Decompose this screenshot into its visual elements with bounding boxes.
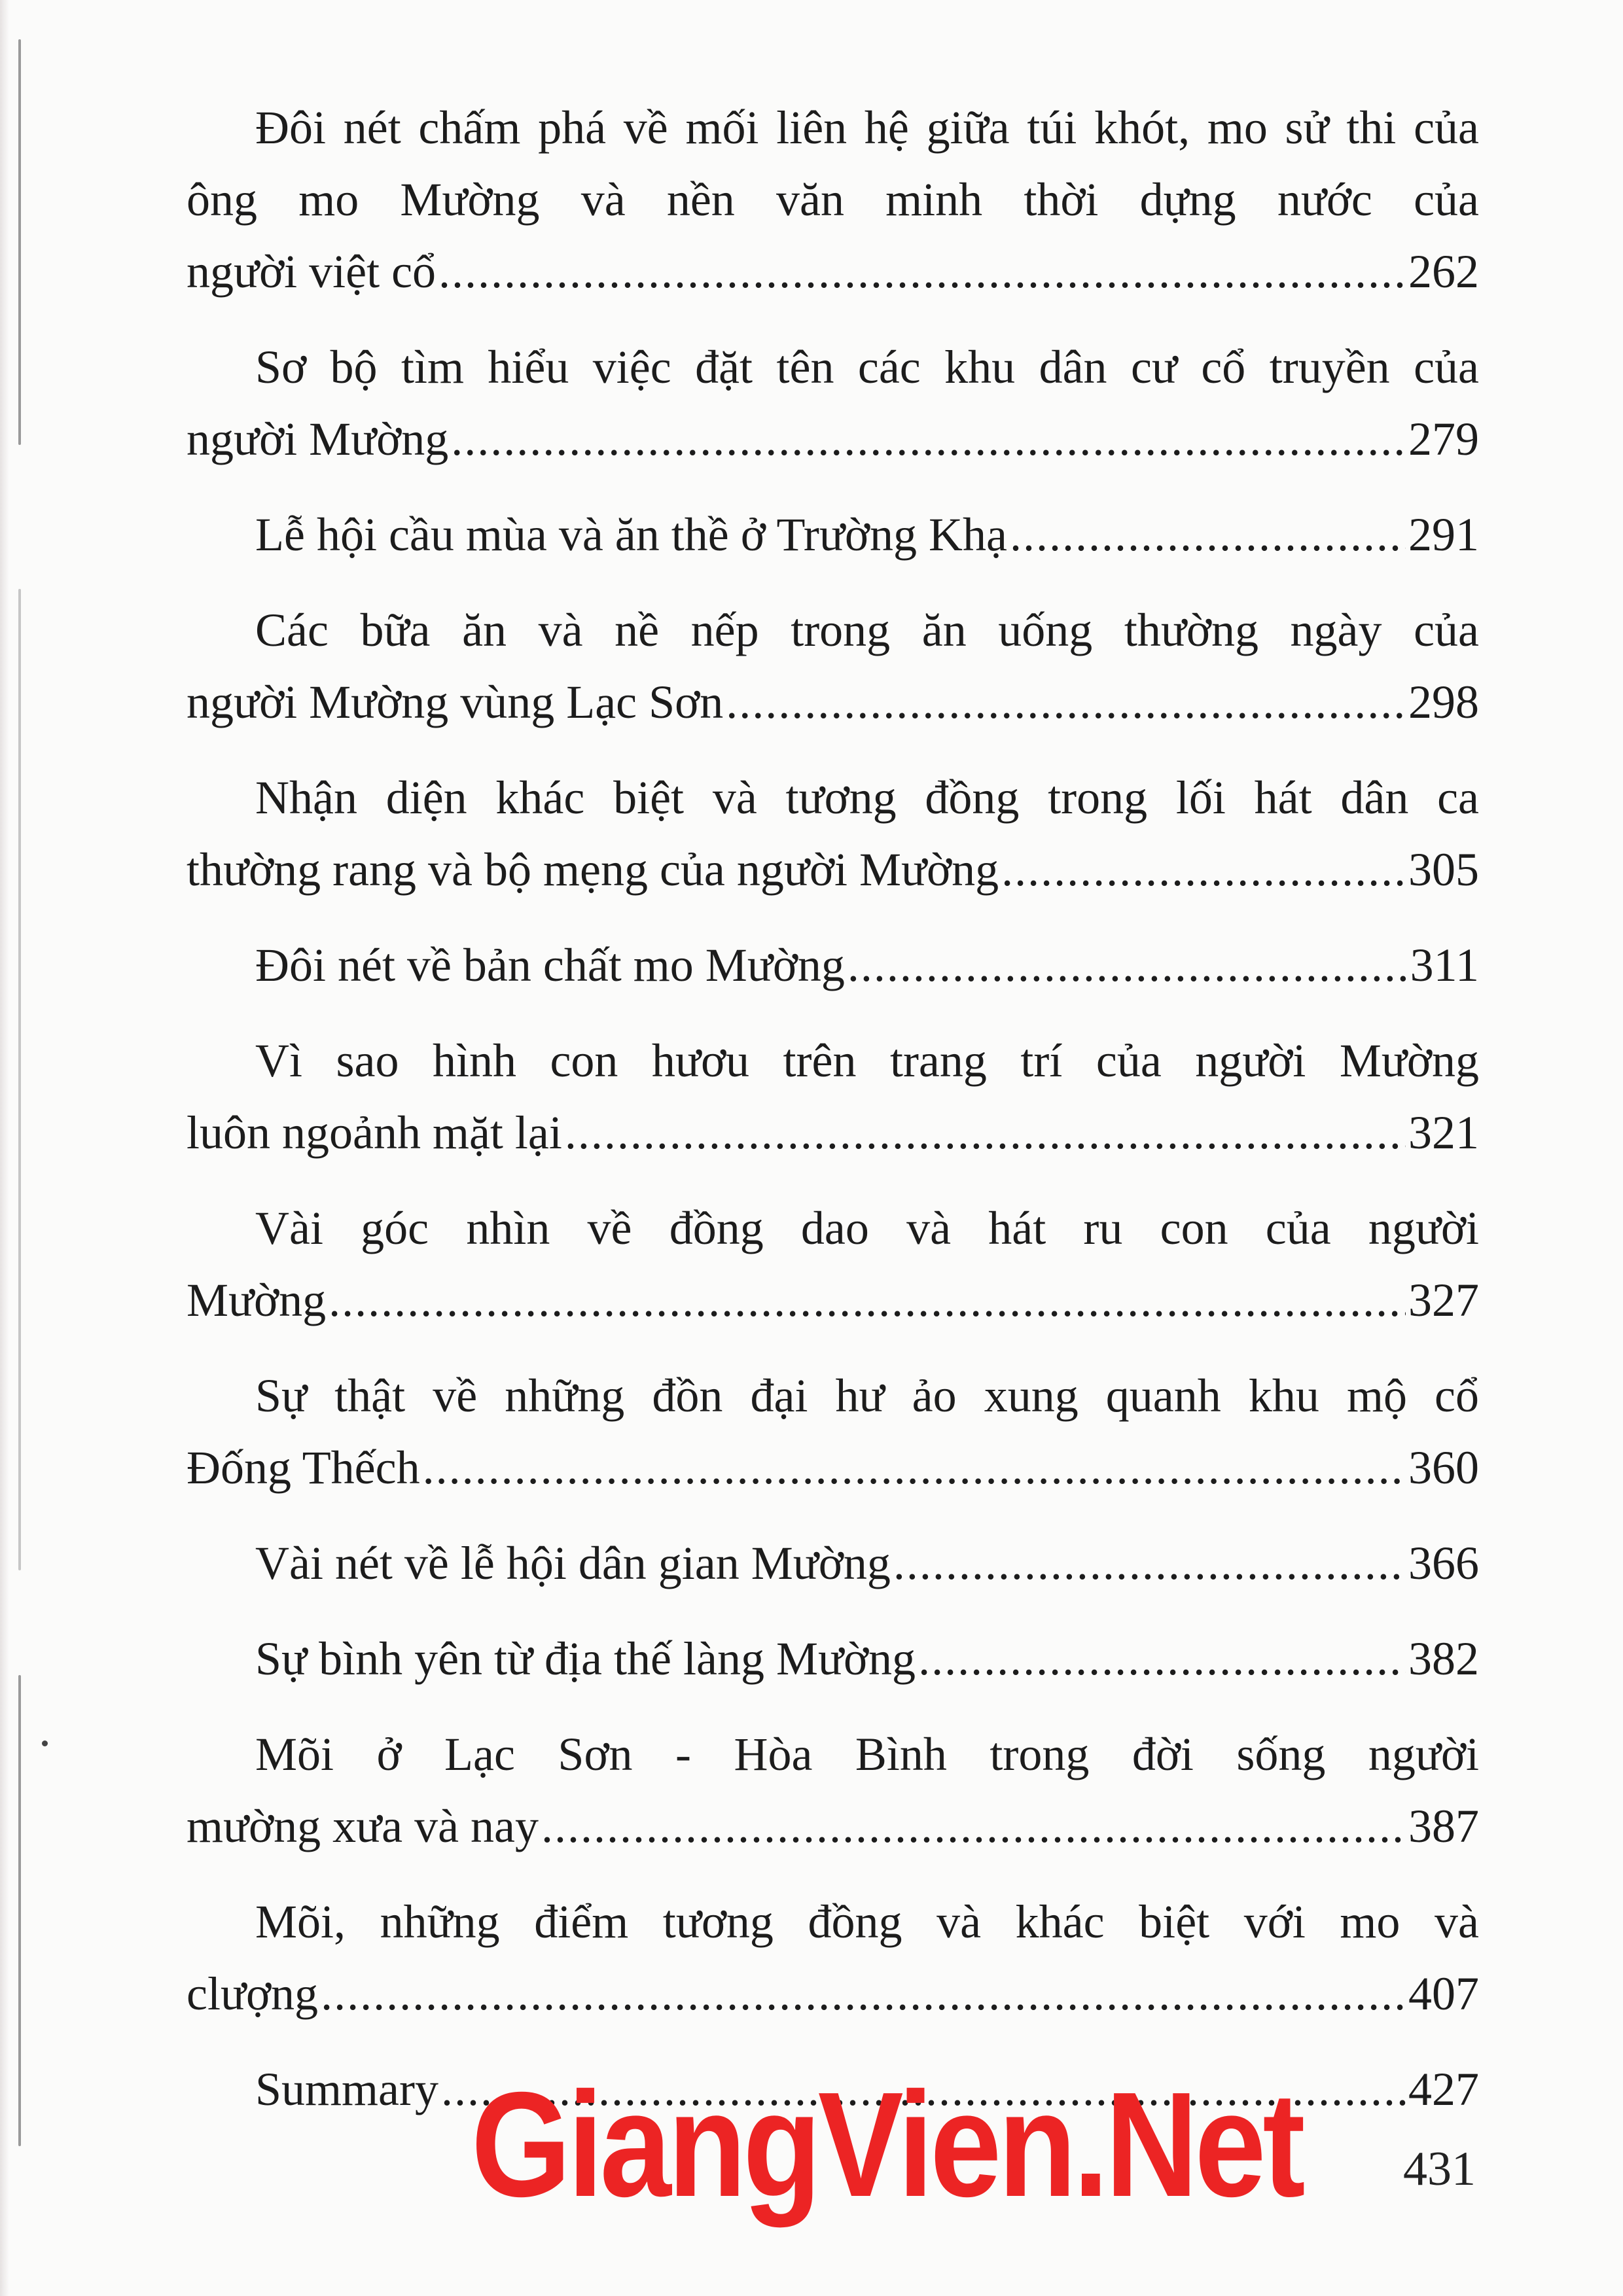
toc-entry-line — [187, 666, 1479, 738]
table-of-contents — [187, 92, 1479, 2149]
toc-entry — [187, 1360, 1479, 1504]
toc-entry-line — [187, 1527, 1479, 1599]
toc-entry-line — [187, 499, 1479, 571]
toc-page-number: 298 — [1408, 676, 1479, 728]
toc-entry-title: clượng — [187, 1968, 319, 2020]
toc-entry-title: người Mường — [187, 413, 449, 465]
toc-page-number: 382 — [1408, 1633, 1479, 1685]
toc-entry — [187, 1025, 1479, 1169]
toc-entry-title: Mõi ở Lạc Sơn - Hòa Bình trong đời sống người — [255, 1728, 1479, 1780]
toc-entry-title: Vài góc nhìn về đồng dao và hát ru con của người — [255, 1202, 1479, 1254]
binding-mark — [18, 589, 21, 1570]
toc-page-number: 360 — [1408, 1441, 1479, 1494]
toc-entry-title: Sơ bộ tìm hiểu việc đặt tên các khu dân cư cổ truyền của — [255, 341, 1479, 393]
toc-entry-title: Nhận diện khác biệt và tương đồng trong lối hát dân ca — [255, 771, 1479, 824]
toc-entry — [187, 762, 1479, 906]
toc-entry-line — [187, 1264, 1479, 1336]
toc-entry-title: mường xưa và nay — [187, 1800, 539, 1852]
dot-leader — [726, 666, 1406, 738]
dot-leader — [438, 236, 1406, 308]
toc-entry-title: Đôi nét về bản chất mo Mường — [255, 939, 845, 991]
toc-page-number: 311 — [1410, 939, 1479, 991]
toc-entry-title: thường rang và bộ mẹng của người Mường — [187, 843, 999, 896]
page-edge-shadow — [0, 0, 9, 2296]
toc-entry-line — [187, 403, 1479, 475]
toc-entry-line — [187, 1790, 1479, 1862]
toc-entry-line — [187, 929, 1479, 1001]
toc-entry-title: luôn ngoảnh mặt lại — [187, 1106, 562, 1159]
toc-page-number: 291 — [1408, 508, 1479, 561]
dot-leader — [423, 1432, 1406, 1504]
toc-entry-title: Đôi nét chấm phá về mối liên hệ giữa túi khót, mo sử thi của ông mo Mường và nền văn minh thời dựng nước của — [187, 101, 1479, 226]
toc-entry-title: người việt cổ — [187, 245, 437, 298]
toc-entry-line — [187, 1097, 1479, 1169]
toc-entry — [187, 1718, 1479, 1862]
toc-entry-title: Mường — [187, 1274, 327, 1326]
toc-page-number: 327 — [1408, 1274, 1479, 1326]
toc-entry-line — [187, 834, 1479, 906]
binding-mark — [18, 1675, 21, 2146]
toc-entry — [187, 92, 1479, 308]
toc-page-number: 262 — [1408, 245, 1479, 298]
toc-page-number: 305 — [1408, 843, 1479, 896]
dot-leader — [1001, 834, 1406, 906]
toc-entry-title: Sự bình yên từ địa thế làng Mường — [255, 1633, 916, 1685]
toc-entry — [187, 1623, 1479, 1695]
toc-entry — [187, 331, 1479, 475]
toc-entry-line — [187, 1958, 1479, 2030]
binding-mark — [18, 39, 21, 445]
toc-entry — [187, 1527, 1479, 1599]
toc-entry-title: Vài nét về lễ hội dân gian Mường — [255, 1537, 891, 1589]
dot-leader — [329, 1264, 1406, 1336]
dot-leader — [918, 1623, 1406, 1695]
toc-entry — [187, 499, 1479, 571]
toc-entry-line — [187, 1623, 1479, 1695]
dot-leader — [321, 1958, 1406, 2030]
toc-page-number: 387 — [1408, 1800, 1479, 1852]
toc-entry-title: Vì sao hình con hươu trên trang trí của người Mường — [255, 1034, 1479, 1087]
toc-entry-title: Summary — [255, 2063, 438, 2115]
toc-page-number: 366 — [1408, 1537, 1479, 1589]
dot-leader — [847, 929, 1408, 1001]
toc-entry — [187, 1886, 1479, 2030]
page-number: 431 — [1403, 2142, 1476, 2196]
toc-entry-title: Lễ hội cầu mùa và ăn thề ở Trường Khạ — [255, 508, 1007, 561]
toc-entry — [187, 929, 1479, 1001]
dot-leader — [1010, 499, 1406, 571]
toc-entry-title: Đống Thếch — [187, 1441, 420, 1494]
toc-entry — [187, 594, 1479, 738]
toc-entry — [187, 1192, 1479, 1336]
dot-leader — [565, 1097, 1406, 1169]
toc-page-number: 279 — [1408, 413, 1479, 465]
toc-entry-line — [187, 236, 1479, 308]
scan-speck — [42, 1740, 48, 1746]
dot-leader — [893, 1527, 1406, 1599]
toc-entry-title: Mõi, những điểm tương đồng và khác biệt với mo và — [255, 1896, 1479, 1948]
toc-page-number: 407 — [1408, 1968, 1479, 2020]
toc-entry-line — [187, 1432, 1479, 1504]
toc-entry-title: Sự thật về những đồn đại hư ảo xung quanh khu mộ cổ — [255, 1369, 1479, 1422]
toc-page-number: 427 — [1408, 2063, 1479, 2115]
dot-leader — [451, 403, 1406, 475]
toc-page-number: 321 — [1408, 1106, 1479, 1159]
watermark-logo: GiangVien.Net — [471, 2062, 1302, 2228]
toc-entry-title: Các bữa ăn và nề nếp trong ăn uống thường ngày của — [255, 604, 1479, 656]
toc-entry-title: người Mường vùng Lạc Sơn — [187, 676, 724, 728]
dot-leader — [541, 1790, 1406, 1862]
